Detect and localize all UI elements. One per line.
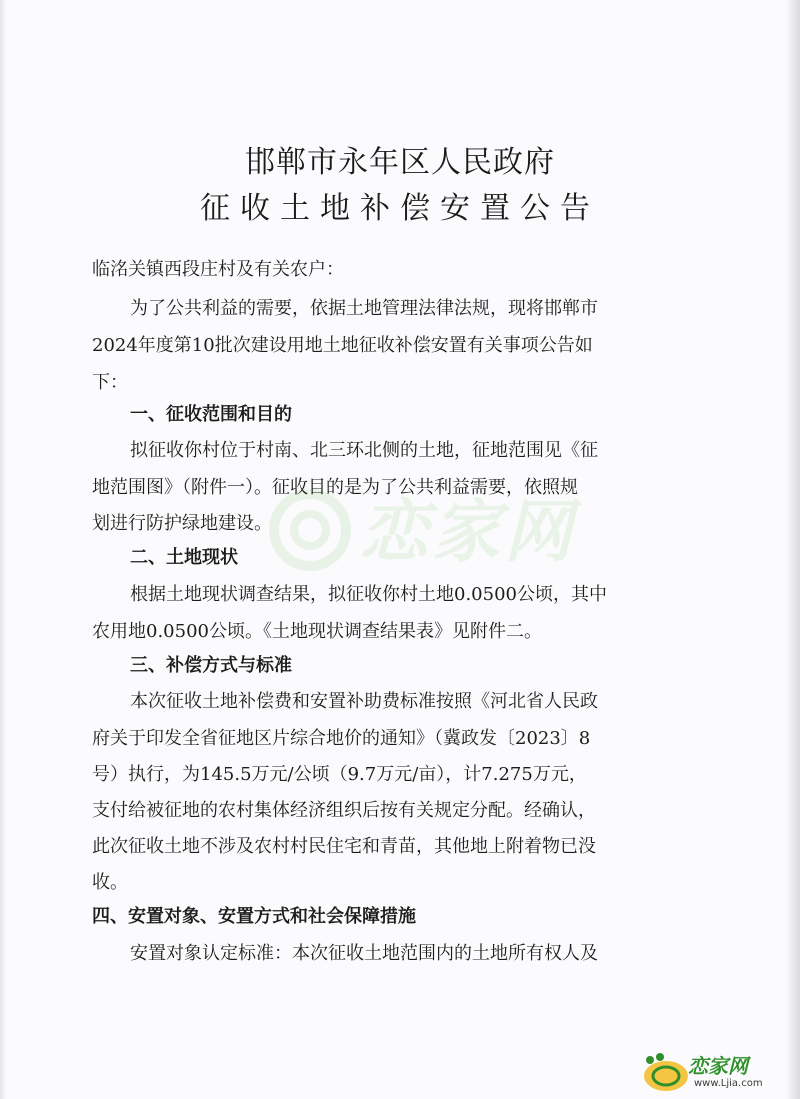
section-heading-land-status: 二、土地现状 (130, 547, 238, 568)
body-line: 府关于印发全省征地区片综合地价的通知》（冀政发〔2023〕8 (92, 728, 591, 749)
body-line: 下： (92, 372, 128, 393)
document-title-line1: 邯郸市永年区人民政府 (245, 145, 555, 180)
body-line: 安置对象认定标准：本次征收土地范围内的土地所有权人及 (130, 943, 598, 964)
section-heading-scope: 一、征收范围和目的 (130, 404, 292, 425)
body-line: 地范围图》（附件一）。征收目的是为了公共利益需要，依照规 (92, 477, 578, 498)
body-line: 农用地0.0500公顷。《土地现状调查结果表》见附件二。 (92, 621, 542, 642)
body-line: 号）执行，为145.5万元/公顷（9.7万元/亩），计7.275万元， (92, 764, 587, 785)
site-logo-url: www.Ljia.com (694, 1078, 763, 1089)
watermark-text: 恋家网 (360, 493, 577, 572)
body-line: 此次征收土地不涉及农村村民住宅和青苗，其他地上附着物已没 (92, 836, 596, 857)
body-line: 划进行防护绿地建设。 (92, 513, 272, 534)
body-line: 本次征收土地补偿费和安置补助费标准按照《河北省人民政 (130, 691, 598, 712)
site-logo-text: 恋家网 (688, 1054, 748, 1078)
body-line: 2024年度第10批次建设用地土地征收补偿安置有关事项公告如 (92, 335, 593, 356)
document-title-line2: 征收土地补偿安置公告 (200, 191, 600, 226)
body-line: 收。 (92, 872, 128, 893)
section-heading-resettlement: 四、安置对象、安置方式和社会保障措施 (92, 906, 416, 927)
body-line: 拟征收你村位于村南、北三环北侧的土地，征地范围见《征 (130, 440, 598, 461)
addressee-line: 临洺关镇西段庄村及有关农户： (92, 259, 344, 280)
section-heading-compensation: 三、补偿方式与标准 (130, 655, 292, 676)
body-line: 支付给被征地的农村集体经济组织后按有关规定分配。经确认， (92, 800, 596, 821)
body-line: 根据土地现状调查结果，拟征收你村土地0.0500公顷，其中 (130, 584, 607, 605)
body-line: 为了公共利益的需要，依据土地管理法律法规，现将邯郸市 (130, 298, 598, 319)
